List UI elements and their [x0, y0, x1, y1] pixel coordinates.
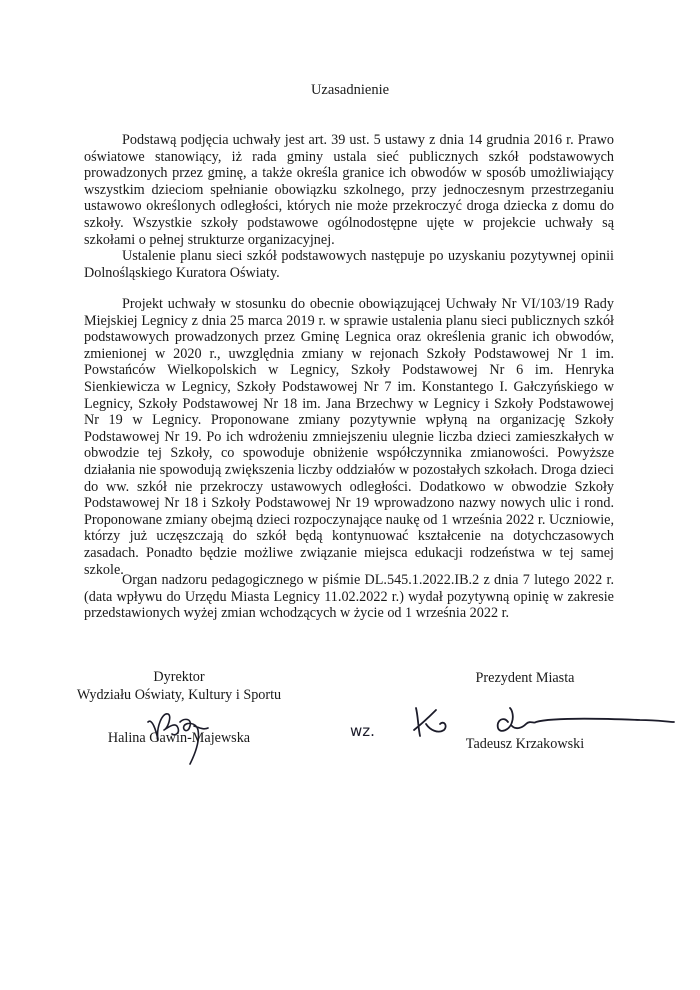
signer-role-right: Prezydent Miasta [475, 670, 575, 686]
signer-name-right: Tadeusz Krzakowski [465, 736, 585, 752]
signer-role-left-line1: Dyrektor [153, 669, 205, 685]
document-title: Uzasadnienie [310, 82, 390, 98]
paragraph-curator-opinion: Ustalenie planu sieci szkół podstawowych następuje po uzyskaniu pozytywnej opinii Dolnośląskiego Kuratora Oświaty. [84, 248, 614, 281]
paragraph-legal-basis: Podstawą podjęcia uchwały jest art. 39 ust. 5 ustawy z dnia 14 grudnia 2016 r. Prawo oświatowe stanowiący, iż rada gminy ustala sieć publicznych szkół podstawowych prowadzonych przez gminę, a także określa granice ich obwodów w sposób umożliwiający wszystkim dzieciom spełnianie obowiązku szkolnego, przy jednoczesnym przestrzeganiu ustawowo określonych odległości, których nie może przekroczyć droga dziecka z domu do szkoły. Wszystkie szkoły podstawowe ogólnodostępne ujęte w projekcie uchwały są szkołami o pełnej strukturze organizacyjnej. [84, 132, 614, 248]
paragraph-group-2 [84, 296, 614, 578]
paragraph-group-1 [84, 132, 614, 281]
signature-block-left [64, 668, 294, 704]
paragraph-resolution-changes: Projekt uchwały w stosunku do obecnie obowiązującej Uchwały Nr VI/103/19 Rady Miejskiej Legnicy z dnia 25 marca 2019 r. w sprawie ustalenia planu sieci publicznych szkół podstawowych prowadzonych przez Gminę Legnica oraz określenia granic ich obwodów, zmienionej w 2020 r., uwzględnia zmiany w rejonach Szkoły Podstawowej Nr 1 im. Powstańców Wielkopolskich w Legnicy, Szkoły Podstawowej Nr 6 im. Henryka Sienkiewicza w Legnicy, Szkoły Podstawowej Nr 7 im. Konstantego I. Gałczyńskiego w Legnicy, Szkoły Podstawowej Nr 18 im. Jana Brzechwy w Legnicy i Szkoły Podstawowej Nr 19 w Legnicy. Proponowane zmiany pozytywnie wpłyną na organizację Szkoły Podstawowej Nr 19. Po ich wdrożeniu zmniejszeniu ulegnie liczba dzieci zamieszkałych w obwodzie tej Szkoły, co spowoduje obniżenie współczynnika zmianowości. Powyższe działania nie spowodują zwiększenia liczby oddziałów w pozostałych szkołach. Droga dzieci do ww. szkół nie przekroczy ustawowych odległości. Dodatkowo w obwodzie Szkoły Podstawowej Nr 18 i Szkoły Podstawowej Nr 19 wprowadzono nazwy nowych ulic i rond. Proponowane zmiany obejmą dzieci rozpoczynające naukę od 1 września 2022 r. Uczniowie, którzy już uczęszczają do szkół będą kontynuować kształcenie na dotychczasowych zasadach. Ponadto będzie możliwe związanie miejsca edukacji rodzeństwa w tej samej szkole. [84, 296, 614, 578]
paragraph-supervisory-opinion: Organ nadzoru pedagogicznego w piśmie DL.545.1.2022.IB.2 z dnia 7 lutego 2022 r. (data wpływu do Urzędu Miasta Legnicy 11.02.2022 r.) wydał pozytywną opinię w zakresie przedstawionych wyżej zmian wchodzących w życie od 1 września 2022 r. [84, 572, 614, 622]
handwritten-prefix: wz. [350, 722, 375, 740]
signer-role-left-line2: Wydziału Oświaty, Kultury i Sportu [76, 687, 282, 703]
signer-name-left: Halina Gawin-Majewska [107, 730, 251, 746]
paragraph-group-3 [84, 572, 614, 622]
